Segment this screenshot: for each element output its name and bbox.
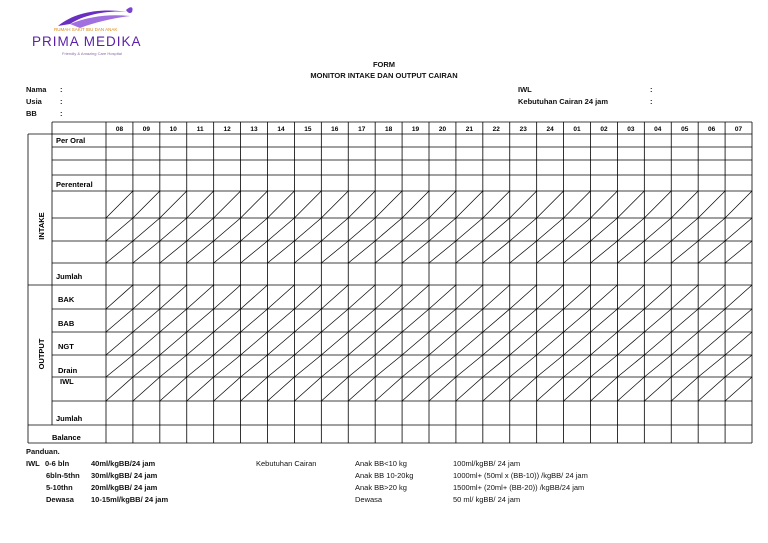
guide-iwl-age-3: Dewasa [46, 495, 74, 504]
guide-keb-cond-3: Dewasa [355, 495, 383, 504]
row-label-bak: BAK [58, 295, 75, 304]
field-bb-sep: : [60, 109, 63, 118]
row-label-drain: Drain [58, 366, 78, 375]
guide-keb-cond-2: Anak BB>20 kg [355, 483, 407, 492]
hour-header-16: 16 [331, 126, 339, 133]
guide-iwl-value-0: 40ml/kgBB/24 jam [91, 459, 156, 468]
field-kebutuhan-label: Kebutuhan Cairan 24 jam [518, 97, 609, 106]
hour-header-02: 02 [600, 126, 608, 133]
guide-keb-value-0: 100ml/kgBB/ 24 jam [453, 459, 521, 468]
guide-kebutuhan-label: Kebutuhan Cairan [256, 459, 317, 468]
row-label-jumlah-intake: Jumlah [56, 272, 83, 281]
guide-keb-cond-0: Anak BB<10 kg [355, 459, 407, 468]
hour-header-22: 22 [492, 126, 500, 133]
guide-iwl-age-1: 6bln-5thn [46, 471, 80, 480]
hour-header-19: 19 [411, 126, 420, 133]
hour-header-24: 24 [546, 126, 554, 133]
guide-keb-value-3: 50 ml/ kgBB/ 24 jam [453, 495, 521, 504]
hour-header-05: 05 [681, 126, 689, 133]
guide-iwl-value-1: 30ml/kgBB/ 24 jam [91, 471, 158, 480]
guide-iwl-value-2: 20ml/kgBB/ 24 jam [91, 483, 158, 492]
row-label-ngt: NGT [58, 342, 74, 351]
hour-header-15: 15 [304, 126, 312, 133]
form-subtitle: MONITOR INTAKE DAN OUTPUT CAIRAN [310, 71, 458, 80]
grid-lines [28, 122, 752, 443]
guide-heading: Panduan. [26, 447, 60, 456]
hour-header-03: 03 [627, 126, 635, 133]
guide-keb-cond-1: Anak BB 10-20kg [355, 471, 414, 480]
form-title: FORM [372, 60, 396, 69]
hour-header-20: 20 [438, 126, 447, 133]
hour-header-18: 18 [385, 126, 393, 133]
field-iwl-label: IWL [518, 85, 532, 94]
field-kebutuhan-sep: : [650, 97, 653, 106]
hour-header-09: 09 [142, 126, 150, 133]
hour-header-10: 10 [169, 126, 177, 133]
hour-header-07: 07 [734, 126, 743, 133]
hour-header-06: 06 [708, 126, 716, 133]
row-label-iwl: IWL [60, 377, 74, 386]
field-usia-label: Usia [26, 97, 42, 106]
guide-iwl-value-3: 10-15ml/kgBB/ 24 jam [91, 495, 169, 504]
section-label-output: OUTPUT [37, 338, 46, 370]
row-label-jumlah-output: Jumlah [56, 414, 83, 423]
hour-header-23: 23 [519, 126, 527, 133]
logo-top-line: RUMAH SAKIT IBU DAN ANAK [54, 27, 118, 32]
row-label-per-oral: Per Oral [56, 136, 86, 145]
logo-tagline: Friendly & Amazing Care Hospital [62, 51, 122, 56]
field-bb-label: BB [26, 109, 37, 118]
row-label-bab: BAB [58, 319, 75, 328]
guide-keb-value-1: 1000ml+ (50ml x (BB-10)) /kgBB/ 24 jam [453, 471, 588, 480]
field-nama-sep: : [60, 85, 63, 94]
field-usia-sep: : [60, 97, 63, 106]
hour-header-13: 13 [250, 126, 258, 133]
hour-header-12: 12 [223, 126, 231, 133]
hour-header-17: 17 [358, 126, 366, 133]
hour-header-08: 08 [115, 126, 124, 133]
row-label-balance: Balance [52, 433, 81, 442]
hour-header-01: 01 [573, 126, 581, 133]
hour-header-14: 14 [277, 126, 285, 133]
section-label-intake: INTAKE [37, 212, 46, 240]
hour-header-04: 04 [654, 126, 662, 133]
guide-iwl-label: IWL [26, 459, 40, 468]
guide-iwl-age-0: 0-6 bln [45, 459, 70, 468]
row-label-perenteral: Perenteral [56, 180, 93, 189]
hour-header-11: 11 [196, 126, 204, 133]
hour-header-21: 21 [465, 126, 473, 133]
field-nama-label: Nama [26, 85, 47, 94]
field-iwl-sep: : [650, 85, 653, 94]
guide-iwl-age-2: 5-10thn [46, 483, 73, 492]
guide-keb-value-2: 1500ml+ (20ml+ (BB-20)) /kgBB/24 jam [453, 483, 585, 492]
logo-brand-name: PRIMA MEDIKA [32, 34, 142, 49]
